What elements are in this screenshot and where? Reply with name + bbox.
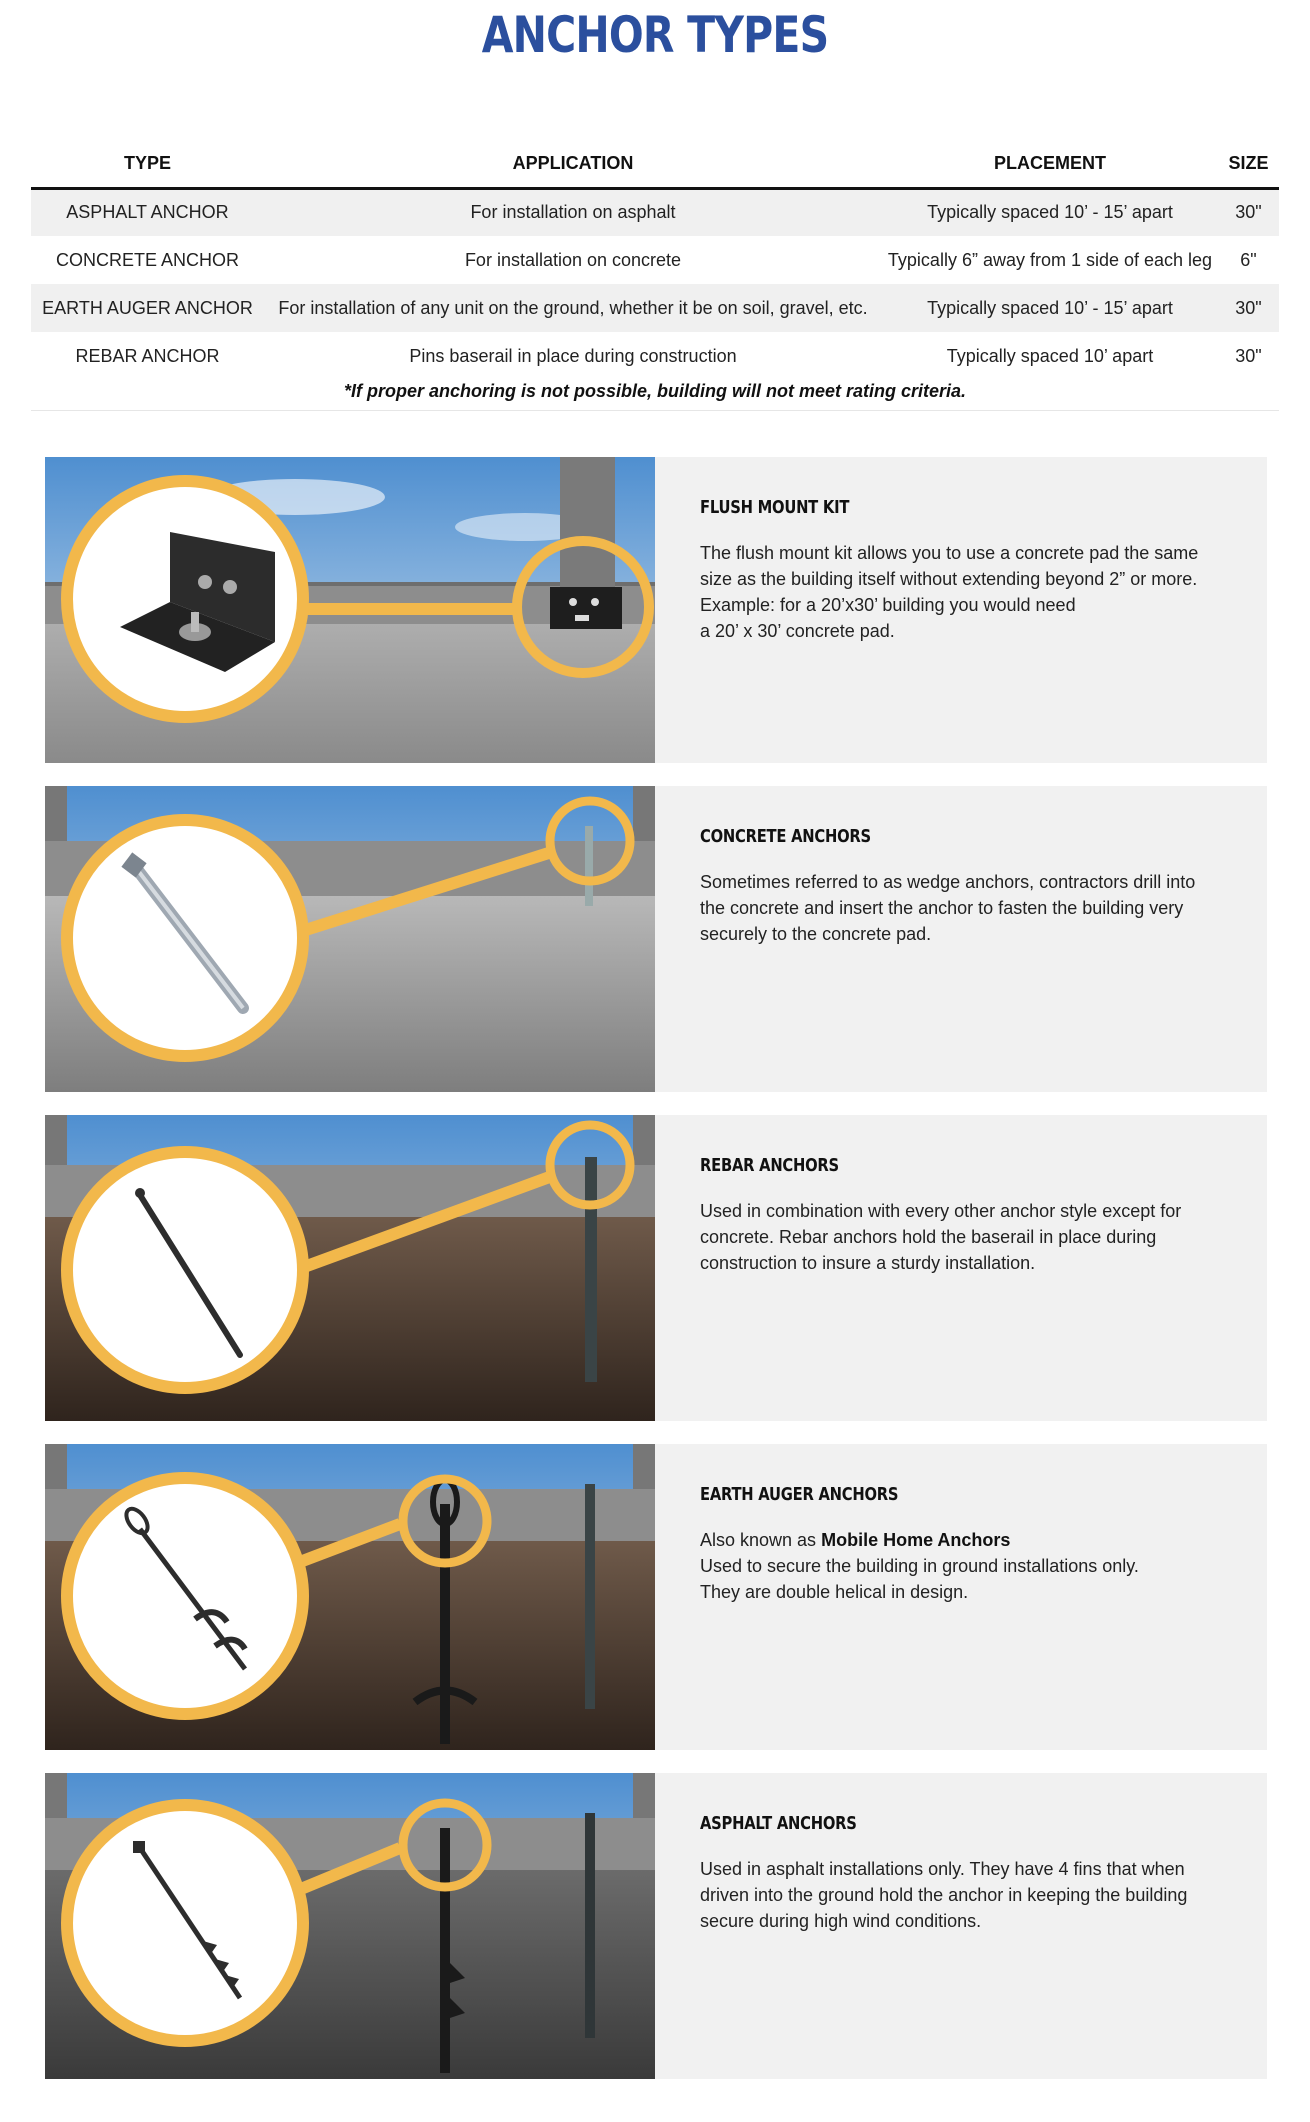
description-line: driven into the ground hold the anchor in keeping the building	[700, 1885, 1188, 1905]
table-row	[31, 236, 1279, 284]
card-title: ASPHALT ANCHORS	[700, 1813, 857, 1834]
card-asphalt-anchors	[45, 1773, 1267, 2079]
asphalt-anchors-illustration	[45, 1773, 655, 2079]
concrete-anchors-text	[700, 826, 1220, 947]
table-row	[31, 332, 1279, 380]
card-description	[700, 1856, 1220, 1934]
description-line: Used in combination with every other anchor style except for	[700, 1201, 1182, 1221]
description-line: Sometimes referred to as wedge anchors, contractors drill into	[700, 872, 1196, 892]
asphalt-anchors-text	[700, 1813, 1220, 1934]
description-line: concrete. Rebar anchors hold the baserail in place during	[700, 1227, 1157, 1247]
flush-mount-kit-text	[700, 497, 1220, 644]
table-row	[31, 188, 1279, 236]
header-size: SIZE	[1218, 140, 1279, 188]
cell-placement: Typically spaced 10’ apart	[946, 345, 1154, 366]
cell-application: For installation on asphalt	[264, 188, 882, 236]
anchor-types-table	[31, 140, 1279, 380]
description-line: Used in asphalt installations only. They have 4 fins that when	[700, 1859, 1185, 1879]
description-line: size as the building itself without extending beyond 2” or more.	[700, 569, 1198, 589]
flush-mount-kit-illustration	[45, 457, 655, 763]
description-line: a 20’ x 30’ concrete pad.	[700, 621, 895, 641]
card-title: FLUSH MOUNT KIT	[700, 497, 850, 518]
header-type: TYPE	[31, 140, 264, 188]
cell-type: ASPHALT ANCHOR	[31, 188, 264, 236]
card-description	[700, 1527, 1220, 1605]
cell-placement: Typically spaced 10’ - 15’ apart	[882, 284, 1218, 332]
description-line: construction to insure a sturdy installation.	[700, 1253, 1036, 1273]
cell-type: REBAR ANCHOR	[75, 345, 220, 366]
cell-application: For installation on concrete	[464, 249, 682, 270]
description-line	[700, 1527, 1220, 1553]
card-concrete-anchors	[45, 786, 1267, 1092]
description-line: The flush mount kit allows you to use a concrete pad the same	[700, 543, 1199, 563]
card-flush-mount-kit	[45, 457, 1267, 763]
card-title: EARTH AUGER ANCHORS	[700, 1484, 899, 1505]
cell-size: 30"	[1235, 345, 1262, 366]
card-earth-auger-anchors	[45, 1444, 1267, 1750]
cell-placement: Typically spaced 10’ - 15’ apart	[882, 188, 1218, 236]
description-line: Example: for a 20’x30’ building you would need	[700, 595, 1076, 615]
table-row	[31, 284, 1279, 332]
description-line: secure during high wind conditions.	[700, 1911, 982, 1931]
aka-prefix: Also known as	[700, 1530, 817, 1550]
description-line: They are double helical in design.	[700, 1582, 969, 1602]
description-line: securely to the concrete pad.	[700, 924, 932, 944]
rebar-anchors-illustration	[45, 1115, 655, 1421]
rebar-anchors-text	[700, 1155, 1220, 1276]
cell-placement: Typically 6” away from 1 side of each leg	[887, 249, 1213, 270]
cell-size: 30"	[1218, 284, 1279, 332]
earth-auger-anchors-illustration	[45, 1444, 655, 1750]
cell-size: 6"	[1240, 249, 1257, 270]
aka-name: Mobile Home Anchors	[821, 1530, 1011, 1550]
cell-type: CONCRETE ANCHOR	[55, 249, 239, 270]
card-description	[700, 1198, 1220, 1276]
earth-auger-anchors-text	[700, 1484, 1220, 1605]
table-footnote: *If proper anchoring is not possible, building will not meet rating criteria.	[31, 381, 1279, 411]
card-rebar-anchors	[45, 1115, 1267, 1421]
cell-size: 30"	[1218, 188, 1279, 236]
card-description	[700, 540, 1220, 644]
cell-type: EARTH AUGER ANCHOR	[31, 284, 264, 332]
concrete-anchors-illustration	[45, 786, 655, 1092]
cell-application: Pins baserail in place during construction	[409, 345, 737, 366]
card-title: REBAR ANCHORS	[700, 1155, 839, 1176]
header-placement: PLACEMENT	[882, 140, 1218, 188]
description-line: the concrete and insert the anchor to fasten the building very	[700, 898, 1184, 918]
card-description	[700, 869, 1220, 947]
card-title: CONCRETE ANCHORS	[700, 826, 871, 847]
description-line: Used to secure the building in ground installations only.	[700, 1556, 1139, 1576]
header-application: APPLICATION	[264, 140, 882, 188]
cell-application: For installation of any unit on the ground, whether it be on soil, gravel, etc.	[264, 284, 882, 332]
page-title: ANCHOR TYPES	[481, 6, 829, 64]
table-header-row	[31, 140, 1279, 188]
